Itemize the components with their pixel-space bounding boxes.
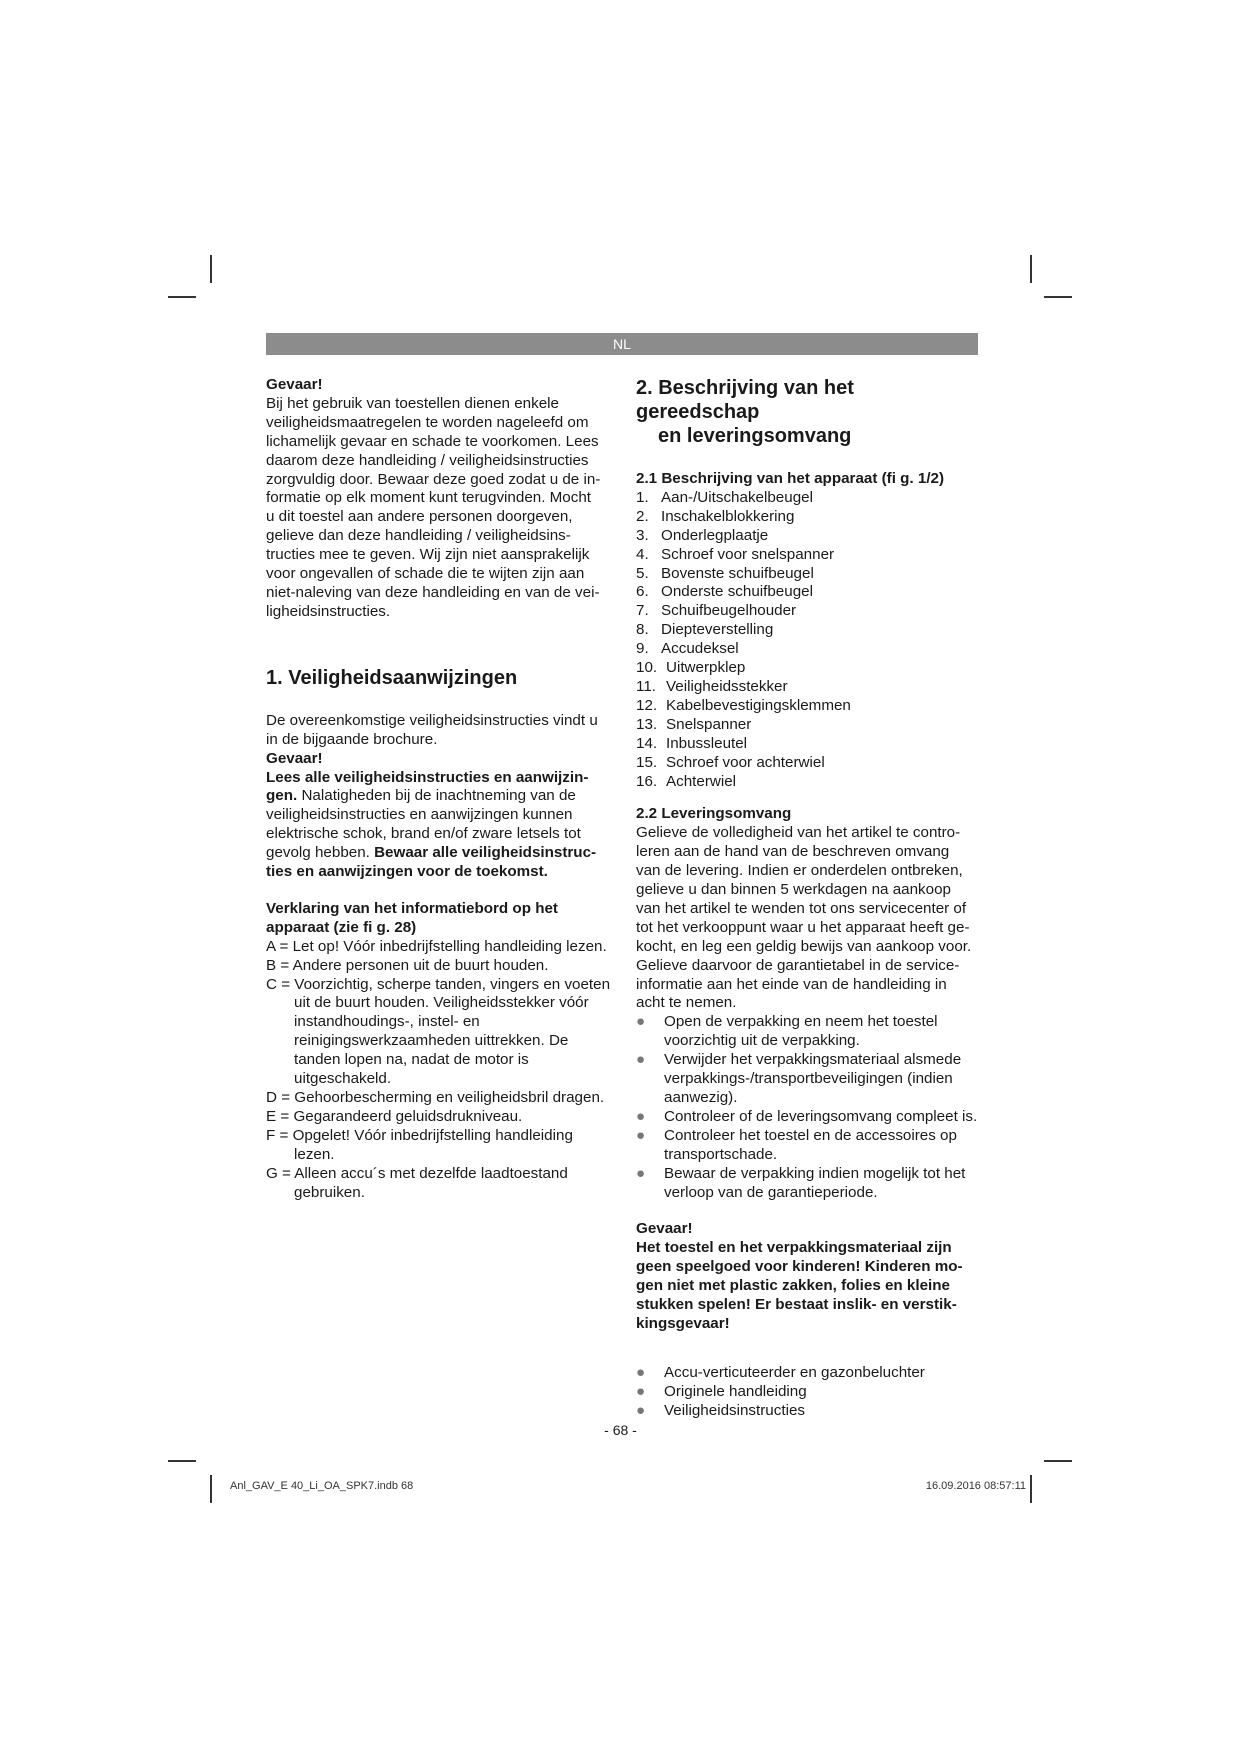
text-line: Lees alle veiligheidsinstructies en aanwijzin- (266, 768, 589, 786)
list-item: ● Controleer of de leveringsomvang compleet is. (636, 1107, 978, 1125)
text-line: ligheidsinstructies. (266, 602, 391, 620)
text-line: voor ongevallen of schade die te wijten zijn aan (266, 565, 585, 583)
list-item: 4. Schroef voor snelspanner (636, 545, 835, 563)
text-line: kingsgevaar! (636, 1314, 730, 1332)
sign-item: B = Andere personen uit de buurt houden. (266, 956, 549, 974)
subsection-2-2-title: 2.2 Leveringsomvang (636, 805, 792, 823)
text-line: gevolg hebben. Bewaar alle veiligheidsinstruc- (266, 844, 597, 862)
parts-list (636, 489, 981, 792)
text-line: gen. Nalatigheden bij de inachtneming van de (266, 787, 576, 805)
text-line: gelieve u dan binnen 5 werkdagen na aankoop (636, 881, 951, 899)
crop-mark (1044, 1460, 1072, 1462)
section-2-title: 2. Beschrijving van het gereedschap en leveringsomvang (636, 377, 854, 447)
list-item: 6. Onderste schuifbeugel (636, 583, 813, 601)
text-line: daarom deze handleiding / veiligheidsinstructies (266, 451, 589, 469)
text-line: kocht, en leg een geldig bewijs van aankoop voor. (636, 937, 972, 955)
warning-text (266, 395, 611, 622)
text-line: geen speelgoed voor kinderen! Kinderen mo- (636, 1258, 963, 1276)
list-item: ● Controleer het toestel en de accessoires op transportschade. (636, 1126, 957, 1163)
text-line: u dit toestel aan andere personen doorgeven, (266, 508, 573, 526)
text-line: veiligheidsmaatregelen te worden nageleefd om (266, 413, 589, 431)
list-item: 11. Veiligheidsstekker (636, 677, 788, 695)
crop-mark (168, 1460, 196, 1462)
sign-item: A = Let op! Vóór inbedrijfstelling handleiding lezen. (266, 937, 607, 955)
warning-title: Gevaar! (266, 749, 323, 767)
bullet-icon: ● (636, 1051, 646, 1069)
text-line: leren aan de hand van de beschreven omvang (636, 843, 950, 861)
list-item: 12. Kabelbevestigingsklemmen (636, 696, 851, 714)
text-line: tructies mee te geven. Wij zijn niet aansprakelijk (266, 546, 590, 564)
text-line: ties en aanwijzingen voor de toekomst. (266, 863, 548, 881)
list-item: 13. Snelspanner (636, 715, 752, 733)
bullet-icon: ● (636, 1013, 646, 1031)
bullet-icon: ● (636, 1164, 646, 1182)
sign-item: E = Gegarandeerd geluidsdrukniveau. (266, 1107, 523, 1125)
text-line: Het toestel en het verpakkingsmateriaal zijn (636, 1239, 952, 1257)
text-line: stukken spelen! Er bestaat inslik- en verstik- (636, 1296, 957, 1314)
list-item: 8. Diepteverstelling (636, 621, 774, 639)
bullet-icon: ● (636, 1126, 646, 1144)
bullet-icon: ● (636, 1401, 646, 1419)
text-line: Gelieve daarvoor de garantietabel in de service- (636, 956, 960, 974)
contents-list (636, 1364, 981, 1421)
list-item: 9. Accudeksel (636, 640, 739, 658)
warning-title: Gevaar! (636, 1220, 693, 1238)
list-item: 1. Aan-/Uitschakelbeugel (636, 488, 813, 506)
subsection-2-1-title: 2.1 Beschrijving van het apparaat (fi g. 1/2) (636, 470, 945, 487)
text-line: acht te nemen. (636, 994, 737, 1012)
language-code: NL (613, 336, 631, 352)
right-column (636, 376, 981, 1421)
section-1-title: 1. Veiligheidsaanwijzingen (266, 666, 518, 689)
sign-section-title: Verklaring van het informatiebord op het (266, 899, 558, 917)
text-line: gen niet met plastic zakken, folies en kleine (636, 1277, 950, 1295)
text-line: gelieve dan deze handleiding / veiligheidsins- (266, 527, 571, 545)
bullet-list (636, 1013, 981, 1202)
bullet-icon: ● (636, 1363, 646, 1381)
crop-mark (210, 255, 212, 283)
text-line: formatie op elk moment kunt terugvinden. Mocht (266, 489, 592, 507)
left-column (266, 376, 611, 1202)
crop-mark (1044, 296, 1072, 298)
sign-item: C = Voorzichtig, scherpe tanden, vingers en voeten uit de buurt houden. Veiligheidsstekker vóór instandhoudings-, instel- en reinigingswerkzaamheden uittrekken. De tanden lopen na, nadat de motor is uitgeschakeld. (266, 975, 611, 1088)
list-item: 7. Schuifbeugelhouder (636, 602, 797, 620)
text-line: niet-naleving van deze handleiding en van de vei- (266, 583, 600, 601)
list-item: ● Bewaar de verpakking indien mogelijk tot het verloop van de garantieperiode. (636, 1164, 966, 1201)
text-line: veiligheidsinstructies en aanwijzingen kunnen (266, 806, 573, 824)
text-line: elektrische schok, brand en/of zware letsels tot (266, 825, 581, 843)
text-line: tot het verkooppunt waar u het apparaat heeft ge- (636, 918, 970, 936)
text-line: van het artikel te wenden tot ons servicecenter of (636, 899, 967, 917)
list-item: 5. Bovenste schuifbeugel (636, 564, 814, 582)
crop-mark (1030, 1475, 1032, 1503)
list-item: 14. Inbussleutel (636, 734, 748, 752)
sign-section-title: apparaat (zie fi g. 28) (266, 918, 417, 936)
text-line: Bij het gebruik van toestellen dienen enkele (266, 394, 559, 412)
language-header-bar (266, 333, 978, 355)
footer-datetime: 16.09.2016 08:57:11 (925, 1480, 1026, 1492)
list-item: ● Accu-verticuteerder en gazonbeluchter (636, 1363, 925, 1381)
footer-file: Anl_GAV_E 40_Li_OA_SPK7.indb 68 (230, 1480, 414, 1492)
text-line: in de bijgaande brochure. (266, 730, 438, 748)
list-item: ● Verwijder het verpakkingsmateriaal alsmede verpakkings-/transportbeveiligingen (indien aanwezig). (636, 1051, 962, 1106)
list-item: ● Veiligheidsinstructies (636, 1401, 805, 1419)
text-line: zorgvuldig door. Bewaar deze goed zodat u de in- (266, 470, 601, 488)
text-line: van de levering. Indien er onderdelen ontbreken, (636, 862, 963, 880)
bullet-icon: ● (636, 1107, 646, 1125)
text-line: lichamelijk gevaar en schade te voorkomen. Lees (266, 432, 599, 450)
crop-mark (210, 1475, 212, 1503)
sign-item: D = Gehoorbescherming en veiligheidsbril dragen. (266, 1089, 605, 1106)
list-item: 2. Inschakelblokkering (636, 507, 795, 525)
text-line: De overeenkomstige veiligheidsinstructies vindt u (266, 711, 598, 729)
sign-item: F = Opgelet! Vóór inbedrijfstelling handleiding lezen. (266, 1126, 573, 1163)
text-line: Gelieve de volledigheid van het artikel te contro- (636, 824, 961, 842)
list-item: 16. Achterwiel (636, 772, 737, 790)
page-number: - 68 - (604, 1422, 637, 1438)
crop-mark (168, 296, 196, 298)
list-item: ● Originele handleiding (636, 1382, 807, 1400)
sign-item: G = Alleen accu´s met dezelfde laadtoestand gebruiken. (266, 1164, 568, 1201)
list-item: 3. Onderlegplaatje (636, 526, 769, 544)
text-line: informatie aan het einde van de handleiding in (636, 975, 947, 993)
crop-mark (1030, 255, 1032, 283)
bullet-icon: ● (636, 1382, 646, 1400)
list-item: 10. Uitwerpklep (636, 659, 746, 677)
warning-title: Gevaar! (266, 376, 323, 393)
list-item: ● Open de verpakking en neem het toestel voorzichtig uit de verpakking. (636, 1013, 938, 1050)
list-item: 15. Schroef voor achterwiel (636, 753, 825, 771)
